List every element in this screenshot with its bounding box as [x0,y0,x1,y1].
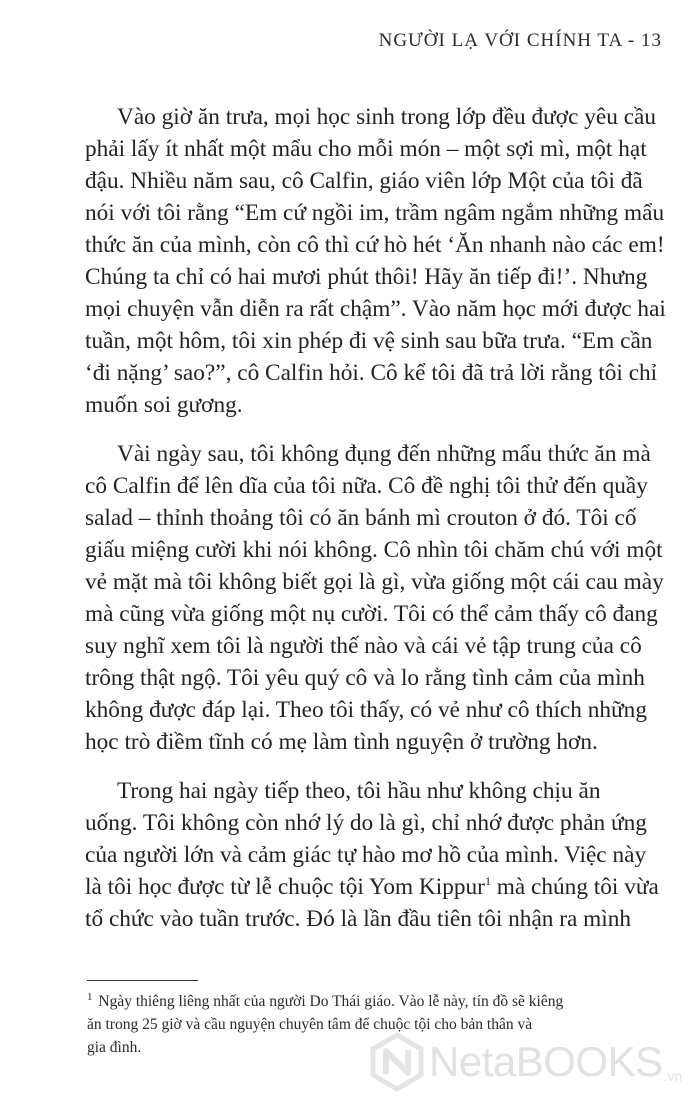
text-line: suy nghĩ xem tôi là người thế nào và cái vẻ tập trung của cô [85,633,642,659]
text-line: Vài ngày sau, tôi không đụng đến những mẩu thức ăn mà [117,441,651,467]
text-line: Trong hai ngày tiếp theo, tôi hầu như không chịu ăn [117,778,601,804]
text-line: mọi chuyện vẫn diễn ra rất chậm”. Vào năm học mới được hai [85,296,666,322]
text-line: đậu. Nhiều năm sau, cô Calfin, giáo viên lớp Một của tôi đã [85,168,643,194]
paragraph-3 [85,775,685,935]
text-line-with-footnote [85,871,685,903]
text-line: giấu miệng cười khi nói không. Cô nhìn tôi chăm chú với một [85,537,663,563]
text-line: cô Calfin để lên dĩa của tôi nữa. Cô đề nghị tôi thử đến quầy [85,473,648,499]
footnote-line [87,990,687,1013]
paragraph-1 [85,101,685,421]
text-line: phải lấy ít nhất một mẩu cho mỗi món – một sợi mì, một hạt [85,136,647,162]
text-line: Chúng ta chỉ có hai mươi phút thôi! Hãy ăn tiếp đi!’. Nhưng [85,264,648,290]
text-line: muốn soi gương. [85,392,243,418]
footnote-divider [87,980,198,981]
text-line: thức ăn của mình, còn cô thì cứ hò hét ‘Ăn nhanh nào các em! [85,232,665,258]
footnote-reference: 1 [484,874,491,889]
text-line: tuần, một hôm, tôi xin phép đi vệ sinh sau bữa trưa. “Em cần [85,328,653,354]
text-line: salad – thỉnh thoảng tôi có ăn bánh mì crouton ở đó. Tôi cố [85,505,637,531]
text-line: của người lớn và cảm giác tự hào mơ hồ của mình. Việc này [85,842,647,868]
text-line: uống. Tôi không còn nhớ lý do là gì, chỉ nhớ được phản ứng [85,810,647,836]
footnote-number: 1 [87,990,93,1003]
text-line: học trò điềm tĩnh có mẹ làm tình nguyện ở trường hơn. [85,729,598,755]
netabooks-logo-icon [367,1032,427,1092]
watermark [367,1032,682,1092]
text-line: tổ chức vào tuần trước. Đó là lần đầu tiên tôi nhận ra mình [85,906,632,932]
text-line: Vào giờ ăn trưa, mọi học sinh trong lớp đều được yêu cầu [117,104,657,130]
text-line: nói với tôi rằng “Em cứ ngồi im, trầm ngâm ngắm những mẩu [85,200,665,226]
text-line: ‘đi nặng’ sao?”, cô Calfin hỏi. Cô kể tôi đã trả lời rằng tôi chỉ [85,360,658,386]
text-line: không được đáp lại. Theo tôi thấy, có vẻ như cô thích những [85,697,647,723]
body-text [85,101,685,935]
footnote-line: ăn trong 25 giờ và cầu nguyện chuyên tâm để chuộc tội cho bản thân và [87,1016,533,1033]
text-segment: mà chúng tôi vừa [490,874,659,900]
text-line: mà cũng vừa giống một nụ cười. Tôi có thể cảm thấy cô đang [85,601,658,627]
paragraph-2 [85,438,685,758]
running-header: NGƯỜI LẠ VỚI CHÍNH TA - 13 [378,30,662,51]
footnote-text: Ngày thiêng liêng nhất của người Do Thái giáo. Vào lễ này, tín đồ sẽ kiêng [98,993,564,1010]
watermark-suffix: .vn [663,1068,683,1084]
watermark-brand: NetaBOOKS [429,1038,663,1085]
text-line: vẻ mặt mà tôi không biết gọi là gì, vừa giống một cái cau mày [85,569,664,595]
text-segment: là tôi học được từ lễ chuộc tội Yom Kippur [85,874,485,900]
text-line: trông thật ngộ. Tôi yêu quý cô và lo rằng tình cảm của mình [85,665,645,691]
footnote-line: gia đình. [87,1039,142,1056]
